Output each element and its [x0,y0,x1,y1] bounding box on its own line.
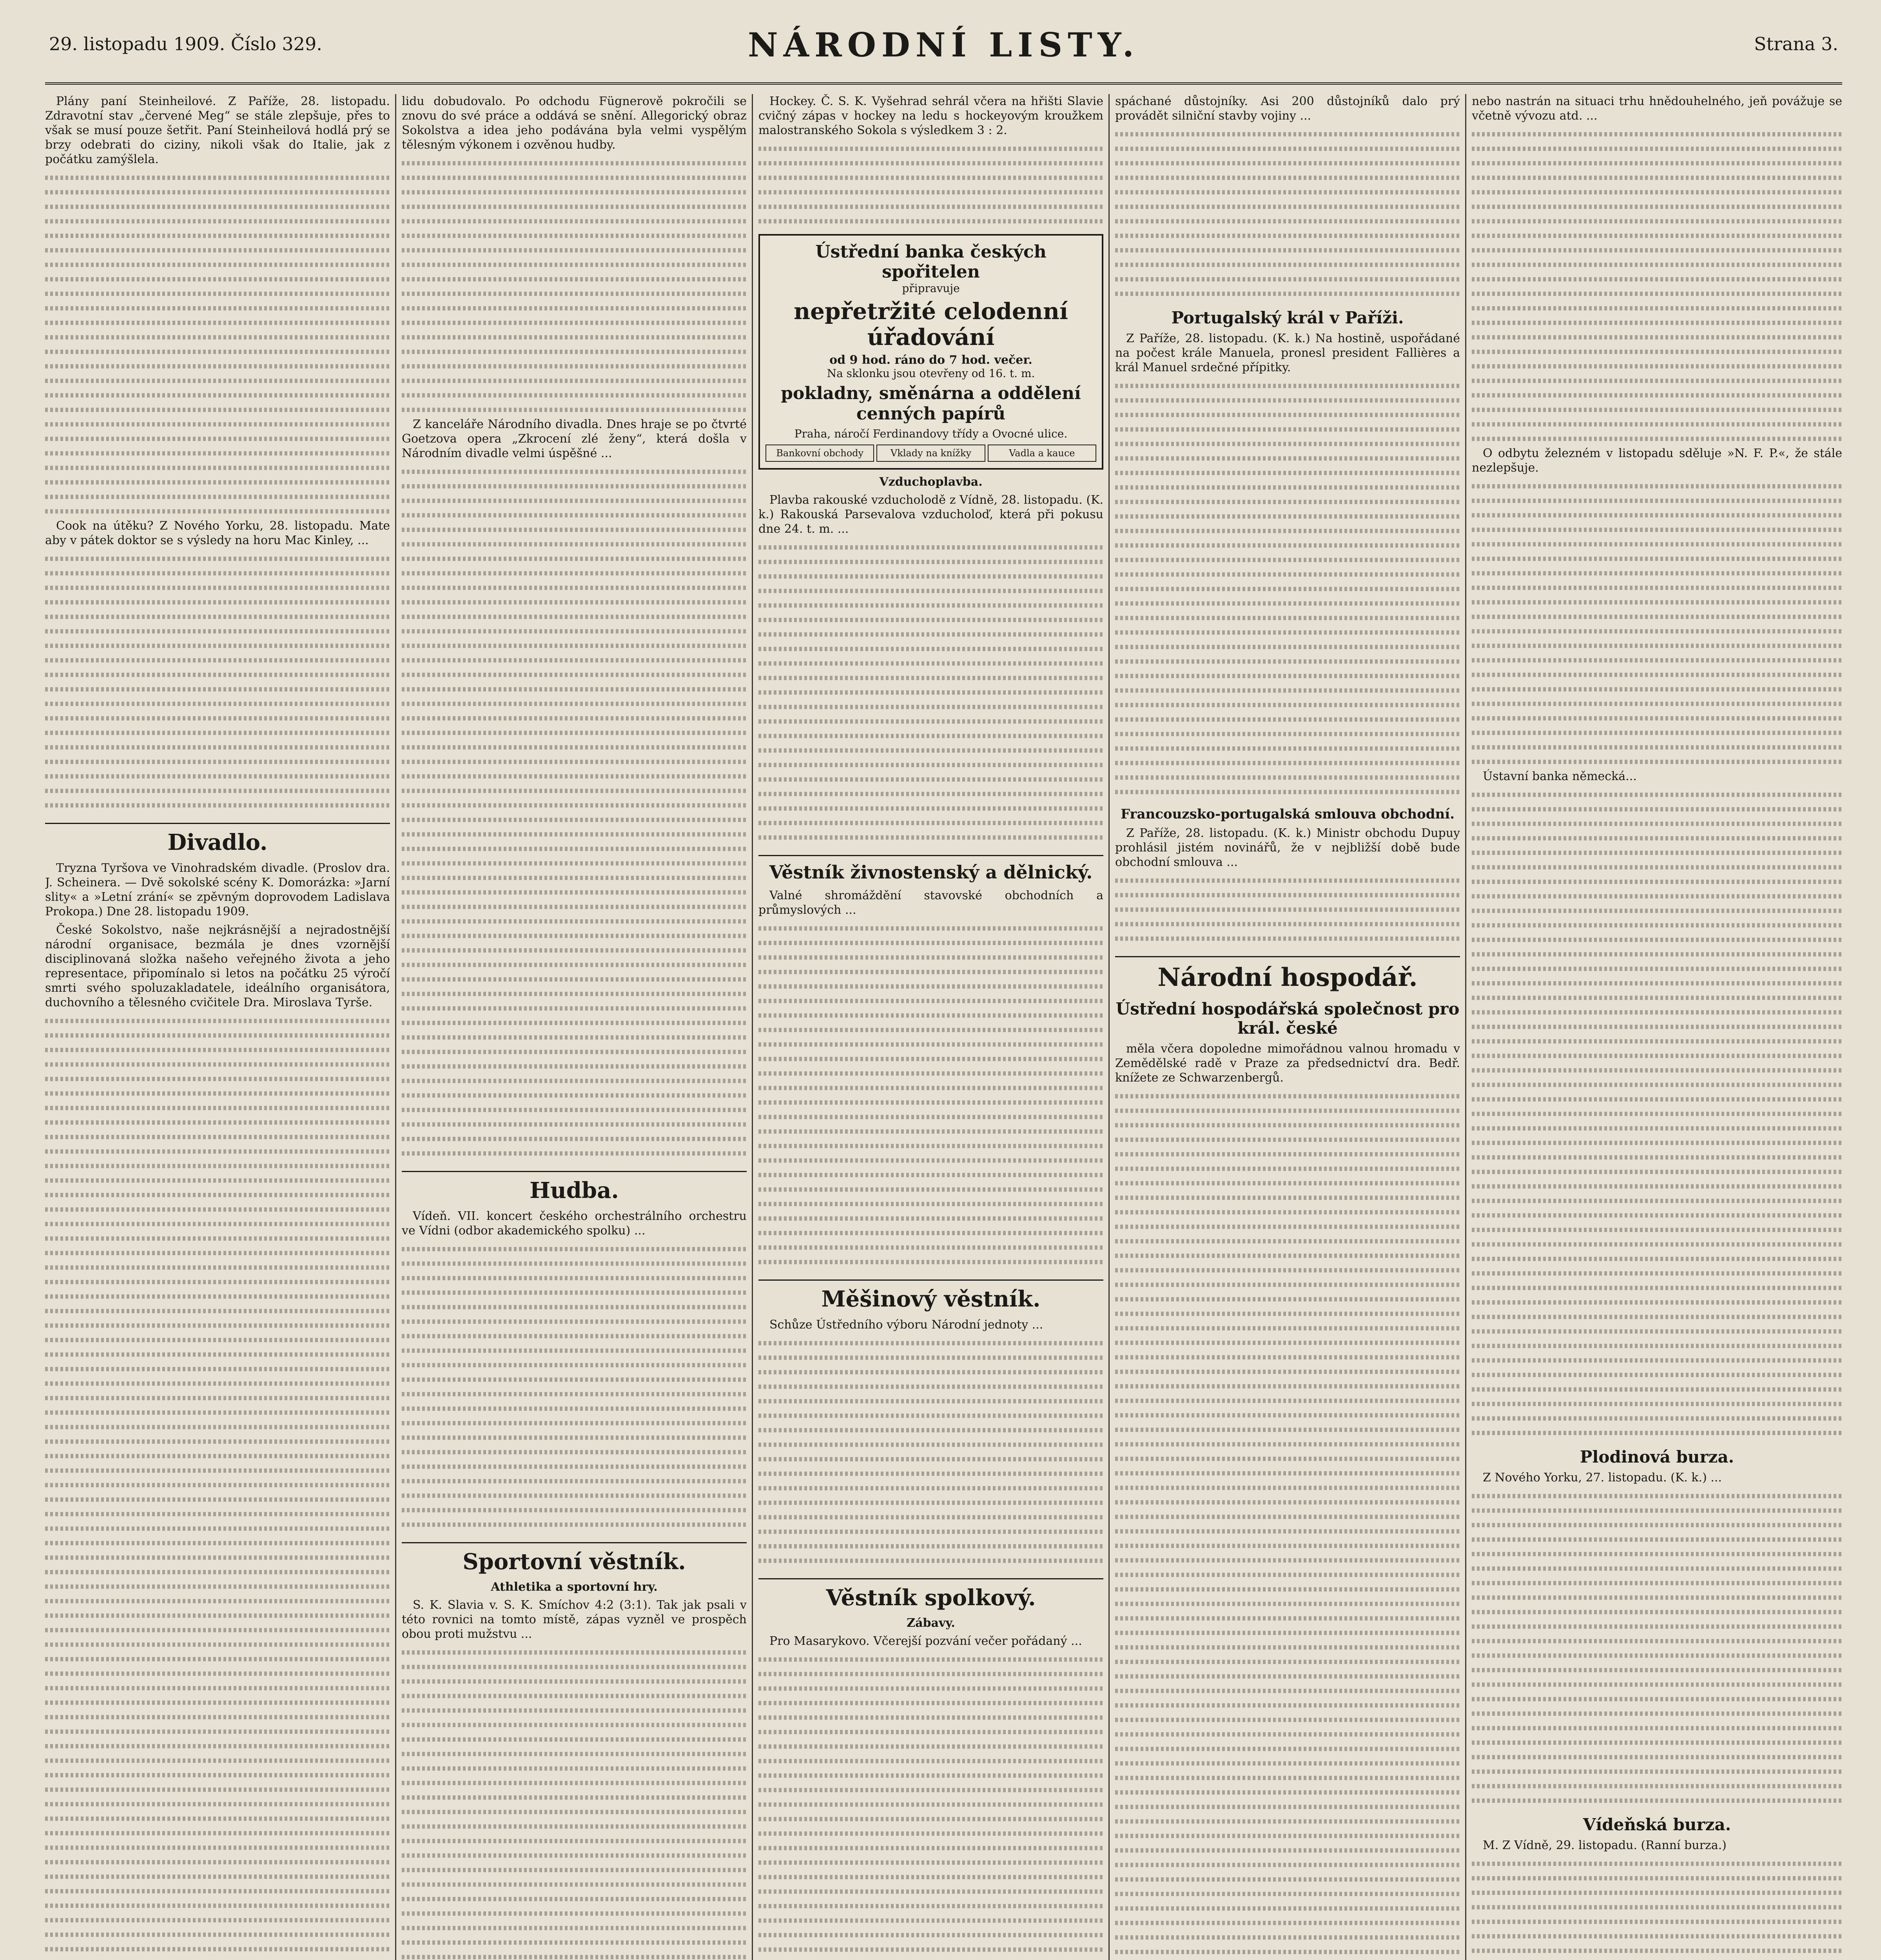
column-rule [1465,94,1466,1960]
text-block [1115,379,1460,799]
text-block [402,156,747,417]
text-block [1115,1089,1460,1960]
ad-box: Vklady na knížky [876,445,985,462]
column-4 [1115,94,1460,1960]
section-heading-divadlo: Divadlo. [45,823,390,855]
section-heading-sport: Sportovní věstník. [402,1542,747,1575]
article-paragraph: Cook na útěku? Z Nového Yorku, 28. listopadu. Mate aby v pátek doktor se s výsledy na horu Mac Kinley, ... [45,519,390,547]
subheading: Athletika a sportovní hry. [491,1580,658,1594]
article-paragraph: spáchané důstojníky. Asi 200 důstojníků dalo prý provádět silniční stavby vojiny ... [1115,94,1460,123]
ad-box: Bankovní obchody [765,445,874,462]
ad-hours: od 9 hod. ráno do 7 hod. večer. [829,353,1032,367]
ad-address: Praha, náročí Ferdinandovy třídy a Ovocné ulice. [794,427,1068,440]
text-block [1472,127,1842,446]
section-heading-vestnik-zivnostensky: Věstník živnostenský a dělnický. [758,855,1103,883]
text-block [1472,479,1842,769]
article-paragraph: lidu dobudovalo. Po odchodu Fügnerově pokročili se znovu do své práce a oddává se snění. Allegorický obraz Sokolstva a idea jeho podávána byla velmi vyspělým tělesným výkonem i ozvěnou hudby. [402,94,747,152]
article-paragraph: Z kanceláře Národního divadla. Dnes hraje se po čtvrté Goetzova opera „Zkrocení zlé ženy“, která došla v Národním divadle velmi úspěšné ... [402,417,747,460]
article-paragraph: O odbytu železném v listopadu sděluje »N. F. P.«, že stále nezlepšuje. [1472,446,1842,475]
ad-boxes [765,445,1096,462]
column-5 [1472,94,1842,1960]
article-paragraph: Ústavní banka německá... [1483,769,1637,783]
section-heading-hospodarska-spolecnost: Ústřední hospodářská společnost pro král. české [1116,999,1460,1038]
article-paragraph: Plavba rakouské vzducholodě z Vídně, 28. listopadu. (K. k.) Rakouská Parsevalova vzducholoď, která při pokusu dne 24. t. m. ... [758,493,1103,536]
text-block [45,552,390,813]
column-rule [395,94,396,1960]
section-heading-hudba: Hudba. [402,1171,747,1203]
text-block [45,1014,390,1960]
article-paragraph: Z Paříže, 28. listopadu. (K. k.) Na hostině, uspořádané na počest krále Manuela, pronesl president Fallières a král Manuel srdečné přípitky. [1115,332,1460,374]
article-paragraph: měla včera dopoledne mimořádnou valnou hromadu v Zemědělské radě v Praze za předsednictví dra. Bedř. knížete ze Schwarzenbergů. [1115,1042,1460,1085]
column-rule [1108,94,1110,1960]
article-paragraph: M. Z Vídně, 29. listopadu. (Ranní burza.) [1483,1838,1727,1852]
text-block [758,1652,1103,1960]
column-1 [45,94,390,1960]
column-2 [402,94,747,1960]
subheading: Vzduchoplavba. [879,475,983,489]
section-heading-mesinovy: Měšinový věstník. [758,1279,1103,1312]
text-block [402,465,747,1161]
page-number: Strana 3. [1754,33,1838,54]
section-heading-narodni-hospodar: Národní hospodář. [1115,956,1460,992]
ad-line: připravuje [902,282,960,295]
article-paragraph: Schůze Ústředního výboru Národní jednoty ... [769,1318,1043,1332]
column-3 [758,94,1103,1960]
article-paragraph: Z Paříže, 28. listopadu. (K. k.) Ministr obchodu Dupuy prohlásil jistém novinářů, že v nejbližší době bude obchodní smlouva ... [1115,826,1460,869]
section-heading-portugalsky-kral: Portugalský král v Paříži. [1171,308,1404,327]
article-paragraph: Z Nového Yorku, 27. listopadu. (K. k.) ... [1483,1471,1722,1485]
article-paragraph: nebo nastrán na situaci trhu hnědouhelného, jeň povážuje se včetně vývozu atd. ... [1472,94,1842,123]
ad-line: Na sklonku jsou otevřeny od 16. t. m. [827,367,1035,380]
article-paragraph: Plány paní Steinheilové. Z Paříže, 28. listopadu. Zdravotní stav „červené Meg“ se stále zlepšuje, přes to však se musí pouze šetřit. Paní Steinheilová hodlá prý se brzy odebrati do ciziny, nikoli však do Italie, jak z počátku zamýšlela. [45,94,390,166]
text-block [1115,873,1460,946]
text-block [1472,788,1842,1440]
text-block [402,1242,747,1532]
section-heading-videnska-burza: Vídeňská burza. [1583,1815,1731,1834]
article-paragraph: Valné shromáždění stavovské obchodních a průmyslových ... [758,889,1103,917]
ad-headline: nepřetržité celodenní úřadování [793,298,1068,350]
subheading: Zábavy. [907,1616,955,1630]
bank-advertisement [758,234,1103,470]
ad-box: Vadla a kauce [988,445,1096,462]
text-block [1472,1489,1842,1808]
section-heading-smlouva: Francouzsko-portugalská smlouva obchodní. [1120,806,1455,822]
text-block [402,1645,747,1960]
column-rule [752,94,753,1960]
newspaper-title: NÁRODNÍ LISTY. [747,25,1139,64]
text-block [1472,1857,1842,1960]
section-heading-vestnik-spolkovy: Věstník spolkový. [758,1578,1103,1611]
text-block [758,1336,1103,1568]
text-block [45,171,390,519]
article-paragraph: Hockey. Č. S. K. Vyšehrad sehrál včera na hřišti Slavie cvičný zápas v hockey na ledu s hockeyovým kroužkem malostranského Sokola s výsledkem 3 : 2. [758,94,1103,137]
text-block [758,142,1103,229]
issue-date: 29. listopadu 1909. Číslo 329. [49,33,322,54]
article-paragraph: Pro Masarykovo. Včerejší pozvání večer pořádaný ... [769,1634,1082,1648]
ad-headline-2: pokladny, směnárna a oddělení cenných papírů [781,383,1081,424]
article-paragraph: Tryzna Tyršova ve Vinohradském divadle. (Proslov dra. J. Scheinera. — Dvě sokolské scény K. Domorázka: »Jarní slity« a »Letní zrání« se zpěvným doprovodem Ladislava Prokopa.) Dne 28. listopadu 1909. [45,861,390,918]
text-block [758,540,1103,845]
article-paragraph: České Sokolstvo, naše nejkrásnější a nejradostnější národní organisace, bezmála je dnes vzornější disciplinovaná složka našeho veřejného života a jeho representace, připomínalo si letos na počátku 25 výročí smrti svého spoluzakladatele, ideálního organisátora, duchovního a tělesného cvičitele Dra. Miroslava Tyrše. [45,923,390,1009]
masthead [45,18,1842,85]
text-block [758,921,1103,1269]
article-paragraph: Vídeň. VII. koncert českého orchestrálního orchestru ve Vídni (odbor akademického spolku) ... [402,1209,747,1238]
article-paragraph: S. K. Slavia v. S. K. Smíchov 4:2 (3:1). Tak jak psali v této rovnici na tomto místě, zápas vyzněl ve prospěch obou proti mužstvu ... [402,1598,747,1641]
text-block [1115,127,1460,301]
ad-bank-name: Ústřední banka českých spořitelen [815,242,1047,282]
section-heading-plodinova-burza: Plodinová burza. [1580,1447,1734,1466]
